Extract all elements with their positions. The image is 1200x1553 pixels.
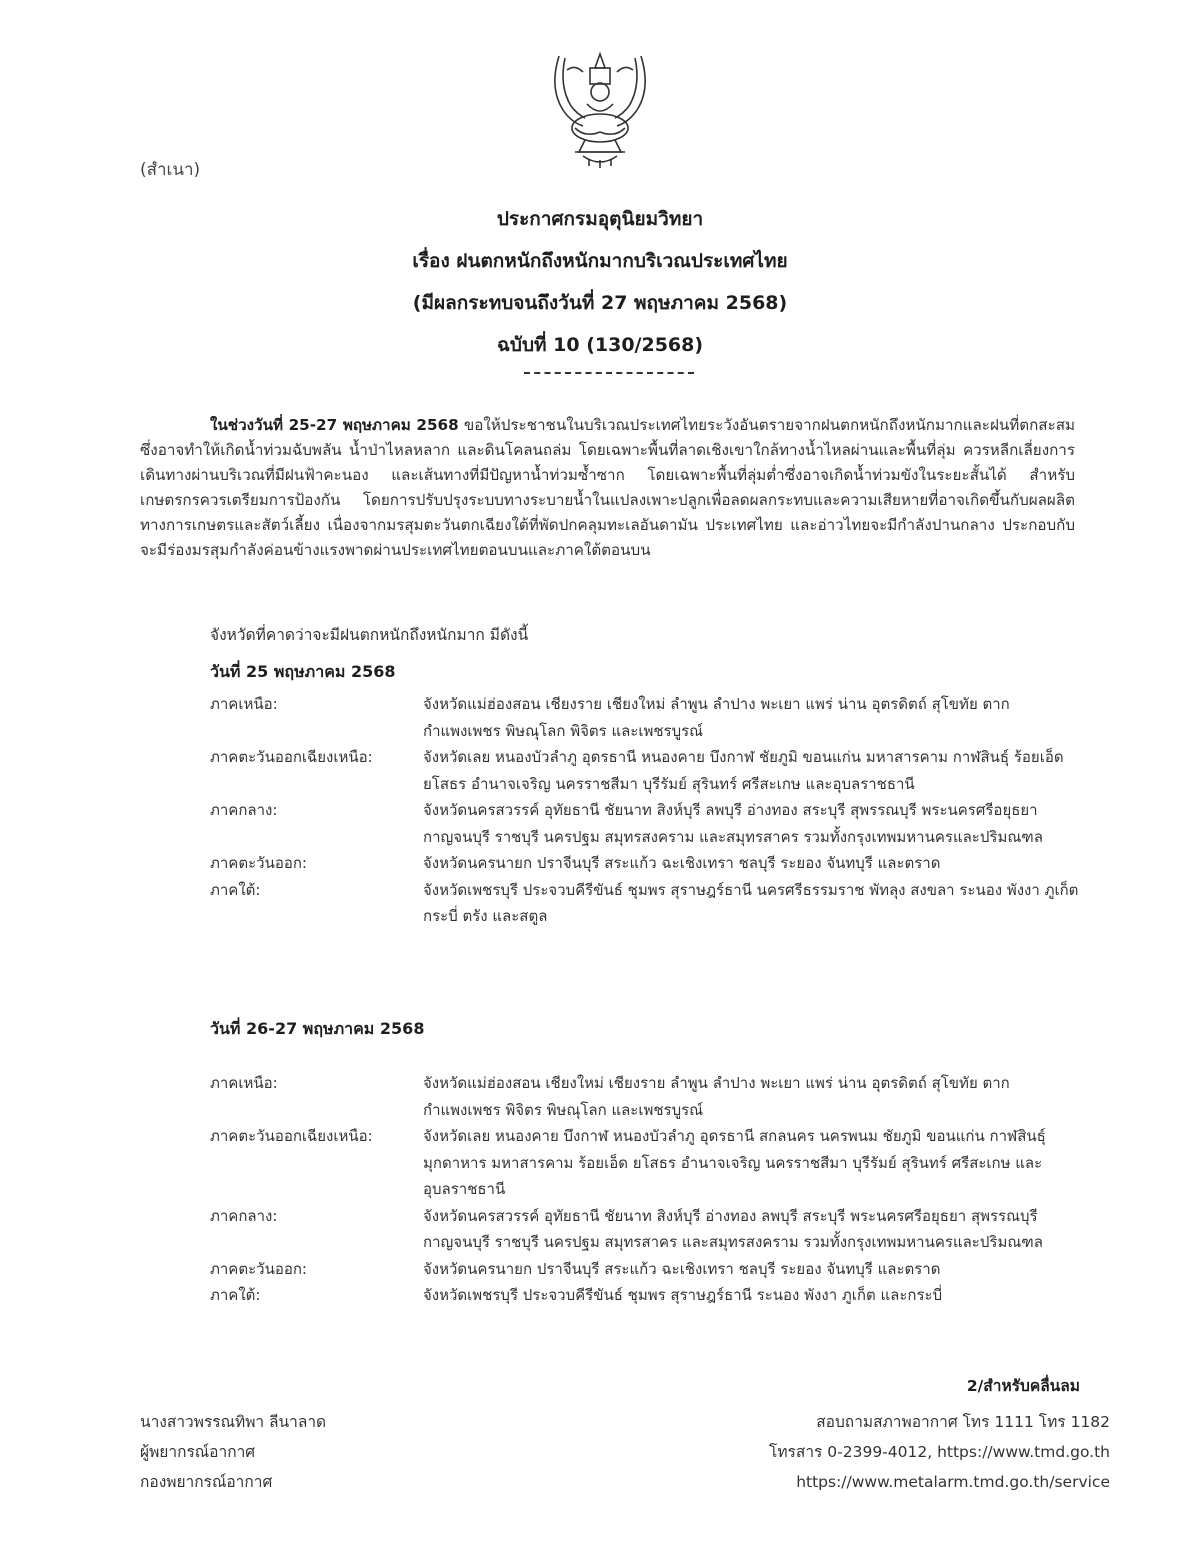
region-name: ภาคกลาง: xyxy=(210,1206,278,1225)
contact-metalarm-link[interactable]: https://www.metalarm.tmd.go.th/service xyxy=(796,1473,1110,1491)
region-provinces: จังหวัดนครนายก ปราจีนบุรี สระแก้ว ฉะเชิงเทรา ชลบุรี ระยอง จันทบุรี และตราด xyxy=(423,1259,941,1278)
region-row-central xyxy=(210,797,1090,850)
region-row-north xyxy=(210,1070,1090,1123)
signer-name: นางสาวพรรณทิพา ลีนาลาด xyxy=(140,1413,327,1431)
contact-fax-website: โทรสาร 0-2399-4012, https://www.tmd.go.th xyxy=(769,1443,1110,1461)
region-provinces: จังหวัดเพชรบุรี ประจวบคีรีขันธ์ ชุมพร สุราษฎร์ธานี ระนอง พังงา ภูเก็ต และกระบี่ xyxy=(423,1286,943,1304)
day-block-25 xyxy=(210,660,1090,930)
intro-text: ขอให้ประชาชนในบริเวณประเทศไทยระวังอันตรายจากฝนตกหนักถึงหนักมากและฝนที่ตกสะสม ซึ่งอาจทำให้เกิดน้ำท่วมฉับพลัน น้ำป่าไหลหลาก และดินโคลนถล่ม โดยเฉพาะพื้นที่ลาดเชิงเขาใกล้ทางน้ำไหลผ่านและพื้นที่ลุ่ม ควรหลีกเลี่ยงการเดินทางผ่านบริเวณที่มีฝนฟ้าคะนอง และเส้นทางที่มีปัญหาน้ำท่วมซ้ำซาก โดยเฉพาะพื้นที่ลุ่มต่ำซึ่งอาจเกิดน้ำท่วมขังในระยะสั้นได้ สำหรับเกษตรกรควรเตรียมการป้องกัน โดยการปรับปรุงระบบทางระบายน้ำในแปลงเพาะปลูกเพื่อลดผลกระทบและความเสียหายที่อาจเกิดขึ้นกับผลผลิตทางการเกษตรและสัตว์เลี้ยง เนื่องจากมรสุมตะวันตกเฉียงใต้ที่พัดปกคลุมทะเลอันดามัน ประเทศไทย และอ่าวไทยจะมีกำลังปานกลาง ประกอบกับจะมีร่องมรสุมกำลังค่อนข้างแรงพาดผ่านประเทศไทยตอนบนและภาคใต้ตอนบน xyxy=(140,416,1076,559)
copy-label: (สำเนา) xyxy=(140,160,201,180)
contact-phone: สอบถามสภาพอากาศ โทร 1111 โทร 1182 xyxy=(816,1413,1110,1431)
signer-position: ผู้พยากรณ์อากาศ xyxy=(140,1443,256,1461)
region-provinces: จังหวัดแม่ฮ่องสอน เชียงราย เชียงใหม่ ลำพูน ลำปาง พะเยา แพร่ น่าน อุตรดิตถ์ สุโขทัย ตาก กำแพงเพชร พิษณุโลก พิจิตร และเพชรบูรณ์ xyxy=(423,695,1010,740)
region-provinces: จังหวัดเพชรบุรี ประจวบคีรีขันธ์ ชุมพร สุราษฎร์ธานี นครศรีธรรมราช พัทลุง สงขลา ระนอง พังงา ภูเก็ต กระบี่ ตรัง และสตูล xyxy=(423,880,1079,925)
region-name: ภาคตะวันออก: xyxy=(210,854,307,872)
region-name: ภาคเหนือ: xyxy=(210,695,278,713)
title-divider xyxy=(524,372,694,374)
region-name: ภาคกลาง: xyxy=(210,801,278,819)
region-provinces: จังหวัดแม่ฮ่องสอน เชียงใหม่ เชียงราย ลำพูน ลำปาง พะเยา แพร่ น่าน อุตรดิตถ์ สุโขทัย ตาก กำแพงเพชร พิจิตร พิษณุโลก และเพชรบูรณ์ xyxy=(423,1074,1010,1119)
region-provinces: จังหวัดนครนายก ปราจีนบุรี สระแก้ว ฉะเชิงเทรา ชลบุรี ระยอง จันทบุรี และตราด xyxy=(423,854,941,872)
region-provinces: จังหวัดนครสวรรค์ อุทัยธานี ชัยนาท สิงห์บุรี ลพบุรี อ่างทอง สระบุรี สุพรรณบุรี พระนครศรีอยุธยา กาญจนบุรี ราชบุรี นครปฐม สมุทรสงคราม และสมุทรสาคร รวมทั้งกรุงเทพมหานครและปริมณฑล xyxy=(423,801,1043,846)
region-provinces: จังหวัดนครสวรรค์ อุทัยธานี ชัยนาท สิงห์บุรี อ่างทอง ลพบุรี สระบุรี พระนครศรีอยุธยา สุพรรณบุรี กาญจนบุรี ราชบุรี นครปฐม สมุทรสาคร และสมุทรสงคราม รวมทั้งกรุงเทพมหานครและปริมณฑล xyxy=(423,1206,1043,1251)
region-row-south xyxy=(210,877,1090,930)
title-effective: (มีผลกระทบจนถึงวันที่ 27 พฤษภาคม 2568) xyxy=(412,292,788,314)
intro-bold-lead: ในช่วงวันที่ 25-27 พฤษภาคม 2568 xyxy=(210,416,459,434)
contact-block xyxy=(769,1407,1110,1497)
region-name: ภาคใต้: xyxy=(210,1286,261,1304)
day-title: วันที่ 26-27 พฤษภาคม 2568 xyxy=(210,1019,425,1038)
region-name: ภาคตะวันออกเฉียงเหนือ: xyxy=(210,1127,373,1145)
announcement-title xyxy=(0,198,1200,366)
region-row-east xyxy=(210,1256,1090,1283)
region-provinces: จังหวัดเลย หนองคาย บึงกาฬ หนองบัวลำภู อุดรธานี สกลนคร นครพนม ชัยภูมิ ขอนแก่น กาฬสินธุ์ มุกดาหาร มหาสารคาม ร้อยเอ็ด ยโสธร อำนาจเจริญ นครราชสีมา บุรีรัมย์ สุรินทร์ ศรีสะเกษ และอุบลราชธานี xyxy=(423,1127,1046,1198)
region-row-north xyxy=(210,691,1090,744)
provinces-lead: จังหวัดที่คาดว่าจะมีฝนตกหนักถึงหนักมาก มีดังนี้ xyxy=(210,626,529,644)
day-block-26-27 xyxy=(210,1017,1090,1309)
signer-division: กองพยากรณ์อากาศ xyxy=(140,1473,273,1491)
region-provinces: จังหวัดเลย หนองบัวลำภู อุดรธานี หนองคาย บึงกาฬ ชัยภูมิ ขอนแก่น มหาสารคาม กาฬสินธุ์ ร้อยเอ็ด ยโสธร อำนาจเจริญ นครราชสีมา บุรีรัมย์ สุรินทร์ ศรีสะเกษ และอุบลราชธานี xyxy=(423,748,1064,793)
region-row-central xyxy=(210,1203,1090,1256)
region-row-northeast xyxy=(210,1123,1090,1203)
signer-block xyxy=(140,1407,326,1497)
title-subject: เรื่อง ฝนตกหนักถึงหนักมากบริเวณประเทศไทย xyxy=(412,250,788,272)
region-name: ภาคเหนือ: xyxy=(210,1074,278,1092)
region-name: ภาคตะวันออกเฉียงเหนือ: xyxy=(210,748,373,766)
intro-paragraph xyxy=(140,413,1075,563)
title-agency: ประกาศกรมอุตุนิยมวิทยา xyxy=(496,208,704,230)
region-row-northeast xyxy=(210,744,1090,797)
day-title: วันที่ 25 พฤษภาคม 2568 xyxy=(210,662,396,681)
title-issue-number: ฉบับที่ 10 (130/2568) xyxy=(496,334,704,356)
next-page-marker: 2/สำหรับคลื่นลม xyxy=(966,1377,1080,1395)
region-row-south xyxy=(210,1282,1090,1309)
region-name: ภาคใต้: xyxy=(210,880,261,899)
region-row-east xyxy=(210,850,1090,877)
region-name: ภาคตะวันออก: xyxy=(210,1259,307,1278)
garuda-emblem-icon xyxy=(545,48,655,173)
